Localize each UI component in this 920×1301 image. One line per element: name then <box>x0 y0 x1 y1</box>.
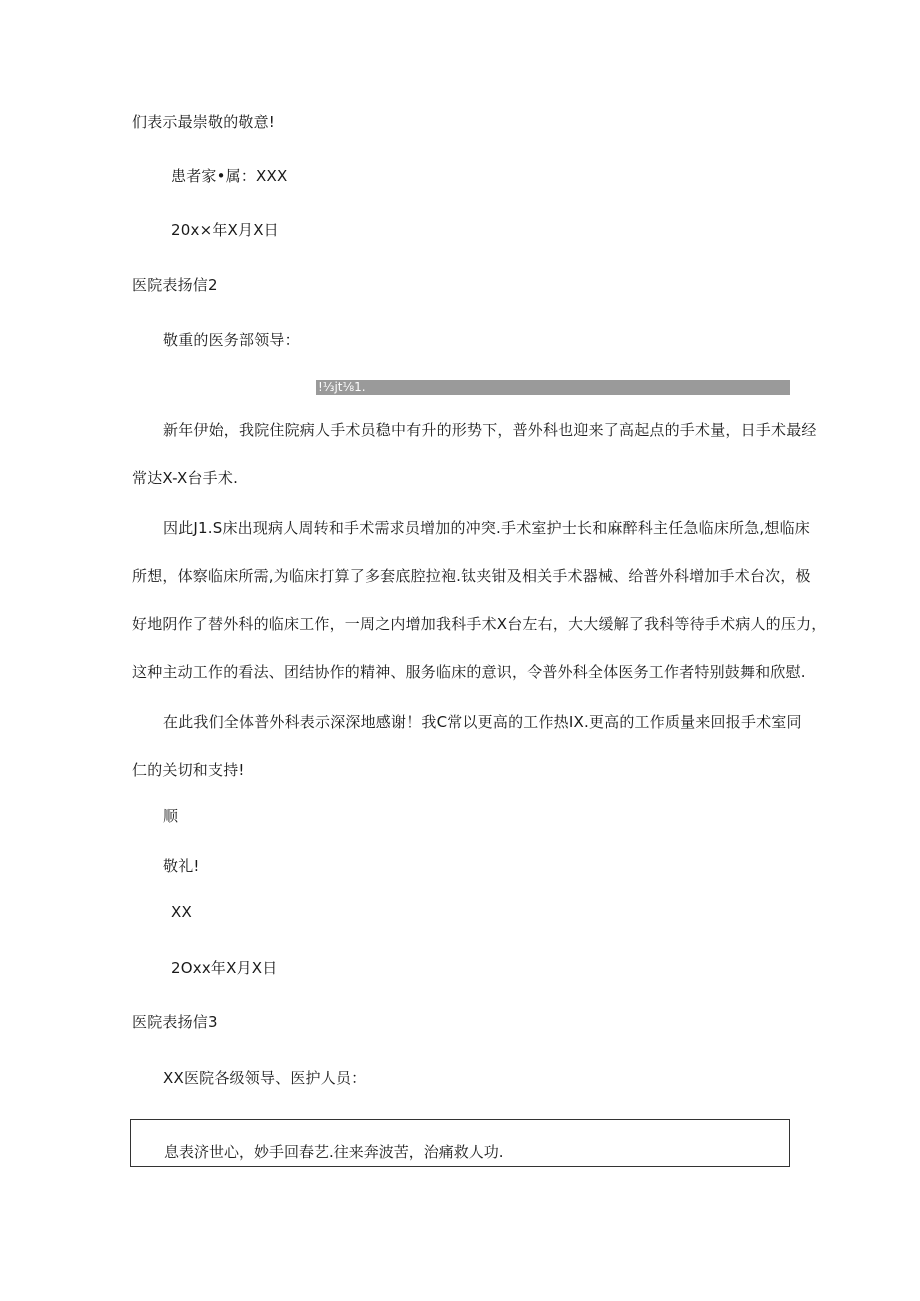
body-line: 好地阴作了替外科的临床工作，一周之内增加我科手术X台左右，大大缓解了我科等待手术病人的压力， <box>132 615 827 633</box>
signature-family: 患者家•属：XXX <box>171 167 288 185</box>
signature-name: XX <box>171 903 192 921</box>
body-line: 仁的关切和支持! <box>132 761 245 779</box>
body-line: 在此我们全体普外科表示深深地感谢！我C常以更高的工作热IX.更高的工作质量来回报手术室同 <box>163 713 802 731</box>
closing-line: 们表示最崇敬的敬意! <box>132 113 276 131</box>
letter-heading-3: 医院表扬信3 <box>132 1013 218 1031</box>
closing-shun: 顺 <box>163 807 179 825</box>
framed-verse <box>130 1119 790 1167</box>
signature-date: 20x×年X月X日 <box>171 221 279 239</box>
verse-text: 息表济世心，妙手回春艺.往来奔波苦，治痛救人功. <box>164 1143 504 1161</box>
body-line: 所想，体察临床所需,为临床打算了多套底腔拉袍.钛夹钳及相关手术器械、给普外科增加手术台次，极 <box>132 567 811 585</box>
body-line: 常达X-X台手术. <box>132 469 239 487</box>
highlight-bar <box>316 380 790 395</box>
signature-date-2: 2Oxx年X月X日 <box>171 959 278 977</box>
salutation-3: XX医院各级领导、医护人员： <box>163 1069 367 1087</box>
body-line: 新年伊始，我院住院病人手术员稳中有升的形势下，普外科也迎来了高起点的手术量，日手术最经 <box>163 421 817 439</box>
highlight-bar-text: !⅓jt⅛1. <box>318 380 366 394</box>
letter-heading-2: 医院表扬信2 <box>132 276 218 294</box>
salutation-2: 敬重的医务部领导： <box>163 331 300 349</box>
body-line: 因此J1.S床出现病人周转和手术需求员增加的冲突.手术室护士长和麻醉科主任急临床所急,想临床 <box>163 519 810 537</box>
body-line: 这种主动工作的看法、团结协作的精神、服务临床的意识，令普外科全体医务工作者特别鼓舞和欣慰. <box>132 663 806 681</box>
closing-jingli: 敬礼! <box>163 857 200 875</box>
